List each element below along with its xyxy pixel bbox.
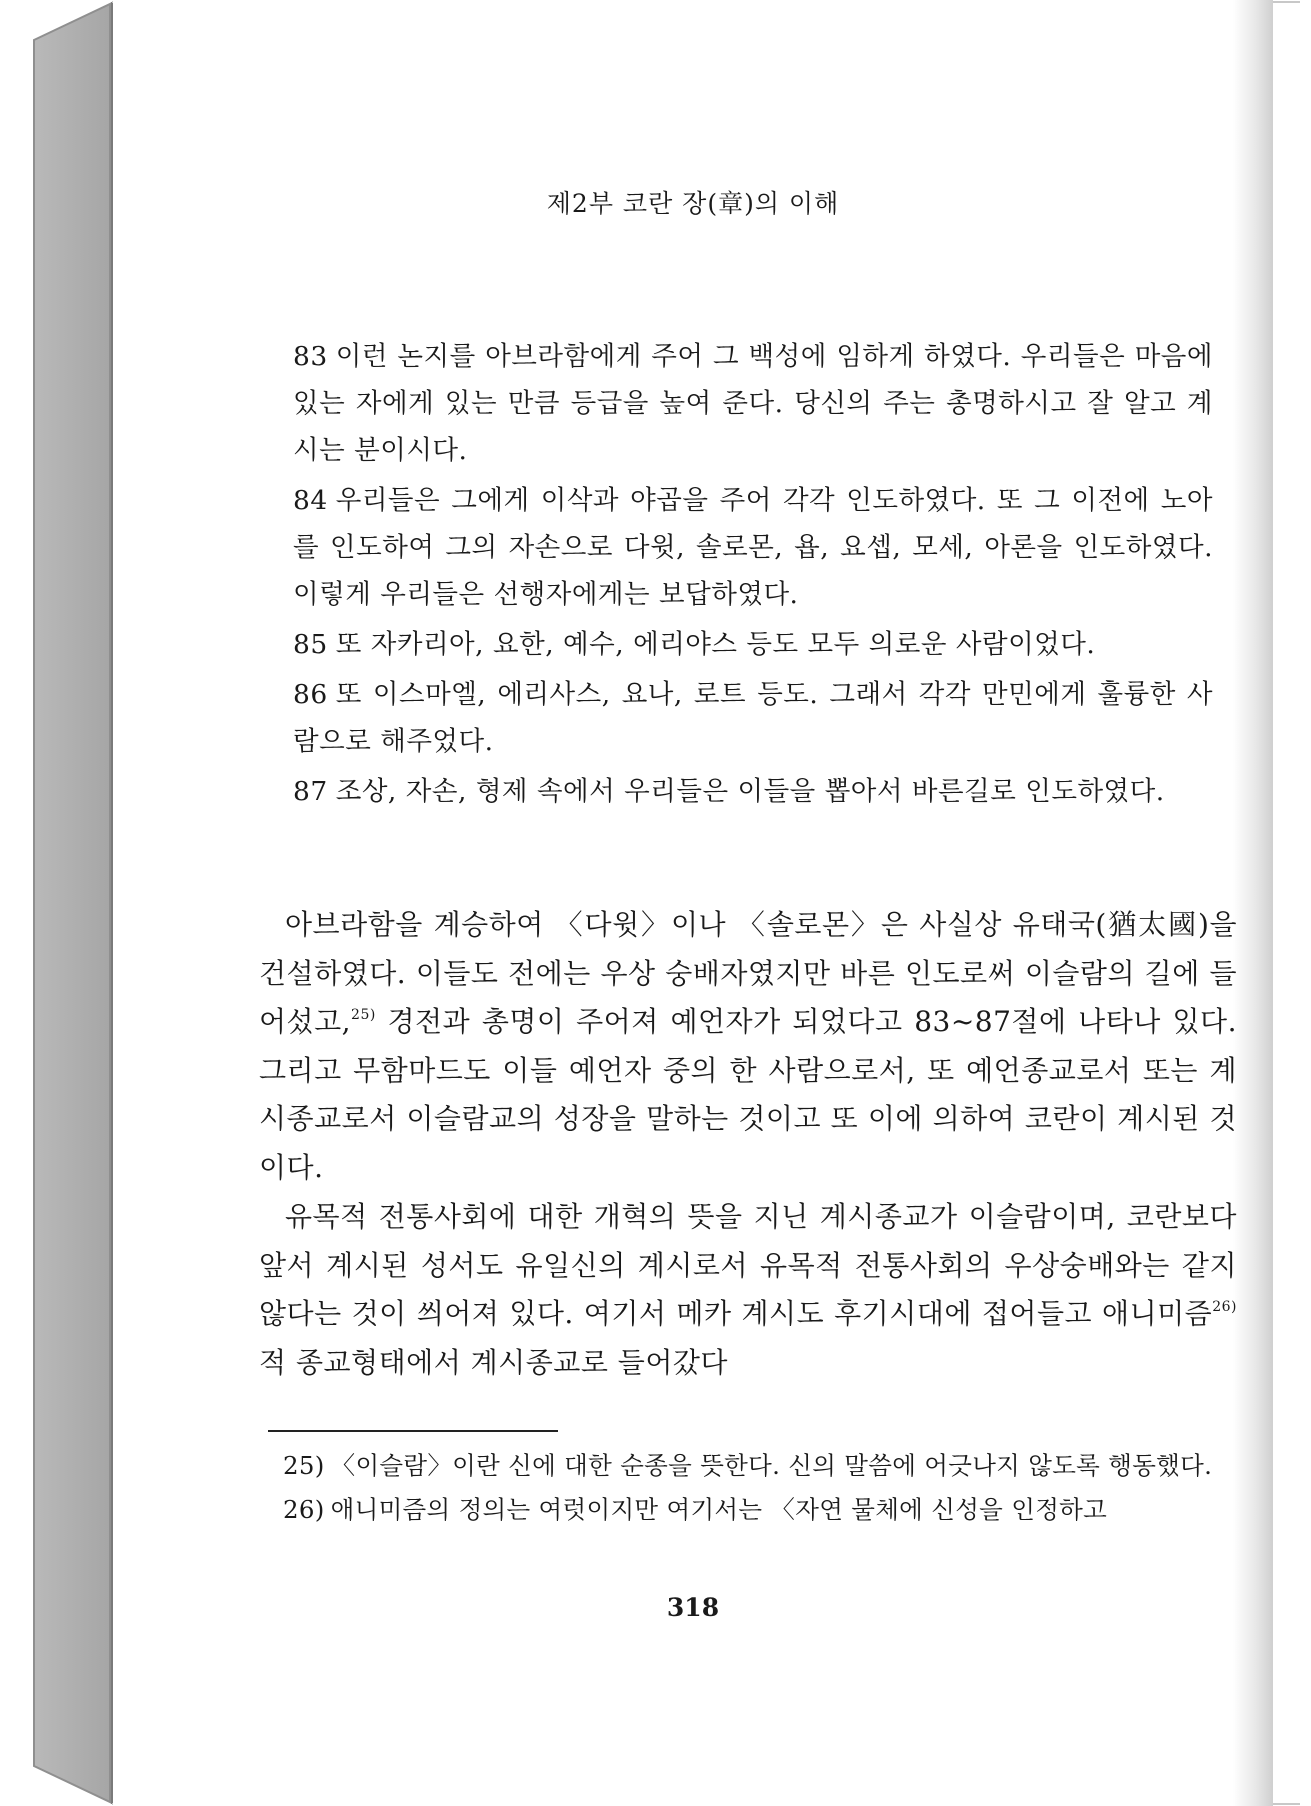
verse-text: 조상, 자손, 형제 속에서 우리들은 이들을 뽑아서 바른길로 인도하였다. [335, 776, 1165, 807]
paragraph-text: 유목적 전통사회에 대한 개혁의 뜻을 지닌 계시종교가 이슬람이며, 코란보다 앞서 계시된 성서도 유일신의 계시로서 유목적 전통사회의 우상숭배와는 같지 않다는 것이 씌어져 있다. 여기서 메카 계시도 후기시대에 접어들고 애니미즘 [259, 1200, 1237, 1330]
footnote-number: 25) [283, 1451, 325, 1480]
footnote-divider [268, 1430, 558, 1432]
verse-83 [293, 333, 1213, 474]
verse-number: 87 [293, 776, 328, 807]
verse-number: 84 [293, 485, 328, 516]
book-page [113, 0, 1273, 1806]
verse-84 [293, 477, 1213, 618]
footnotes [283, 1444, 1236, 1532]
footnote-text: 애니미즘의 정의는 여럿이지만 여기서는 〈자연 물체에 신성을 인정하고 [330, 1495, 1108, 1524]
verse-number: 85 [293, 629, 328, 660]
paragraph-1 [259, 901, 1237, 1192]
footnote-26 [283, 1488, 1236, 1532]
verse-text: 또 자카리아, 요한, 예수, 에리야스 등도 모두 의로운 사람이었다. [335, 629, 1096, 660]
verse-text: 우리들은 그에게 이삭과 야곱을 주어 각각 인도하였다. 또 그 이전에 노아를 인도하여 그의 자손으로 다윗, 솔로몬, 욥, 요셉, 모세, 아론을 인도하였다. 이렇게 우리들은 선행자에게는 보답하였다. [293, 485, 1213, 610]
running-head: 제2부 코란 장(章)의 이해 [546, 189, 840, 218]
quran-verses [293, 333, 1213, 818]
verse-number: 83 [293, 341, 328, 372]
footnote-ref-25[interactable]: 25) [351, 1007, 376, 1023]
verse-text: 또 이스마엘, 에리사스, 요나, 로트 등도. 그래서 각각 만민에게 훌륭한 사람으로 해주었다. [293, 679, 1213, 757]
footnote-ref-26[interactable]: 26) [1212, 1299, 1237, 1315]
commentary-body [259, 901, 1237, 1387]
footnote-text: 〈이슬람〉이란 신에 대한 순종을 뜻한다. 신의 말씀에 어긋나지 않도록 행동했다. [330, 1451, 1213, 1480]
footnote-number: 26) [283, 1495, 325, 1524]
page-number: 318 [666, 1593, 720, 1622]
verse-86 [293, 671, 1213, 765]
paragraph-text: 아브라함을 계승하여 〈다윗〉이나 〈솔로몬〉은 사실상 유태국(猶太國)을 건설하였다. 이들도 전에는 우상 숭배자였지만 바른 인도로써 이슬람의 길에 들어섰고, [259, 908, 1237, 1038]
verse-text: 이런 논지를 아브라함에게 주어 그 백성에 임하게 하였다. 우리들은 마음에 있는 자에게 있는 만큼 등급을 높여 준다. 당신의 주는 총명하시고 잘 알고 계시는 분이시다. [293, 341, 1213, 466]
verse-85 [293, 621, 1213, 668]
paragraph-text: 적 종교형태에서 계시종교로 들어갔다 [259, 1345, 728, 1379]
paragraph-2 [259, 1193, 1237, 1387]
verse-87 [293, 768, 1213, 815]
verse-number: 86 [293, 679, 328, 710]
paragraph-text: 경전과 총명이 주어져 예언자가 되었다고 83~87절에 나타나 있다. 그리고 무함마드도 이들 예언자 중의 한 사람으로서, 또 예언종교로서 또는 계시종교로서 이슬람교의 성장을 말하는 것이고 또 이에 의하여 코란이 계시된 것이다. [259, 1005, 1237, 1184]
footnote-25 [283, 1444, 1236, 1488]
page-edge-shadow [1233, 0, 1273, 1806]
